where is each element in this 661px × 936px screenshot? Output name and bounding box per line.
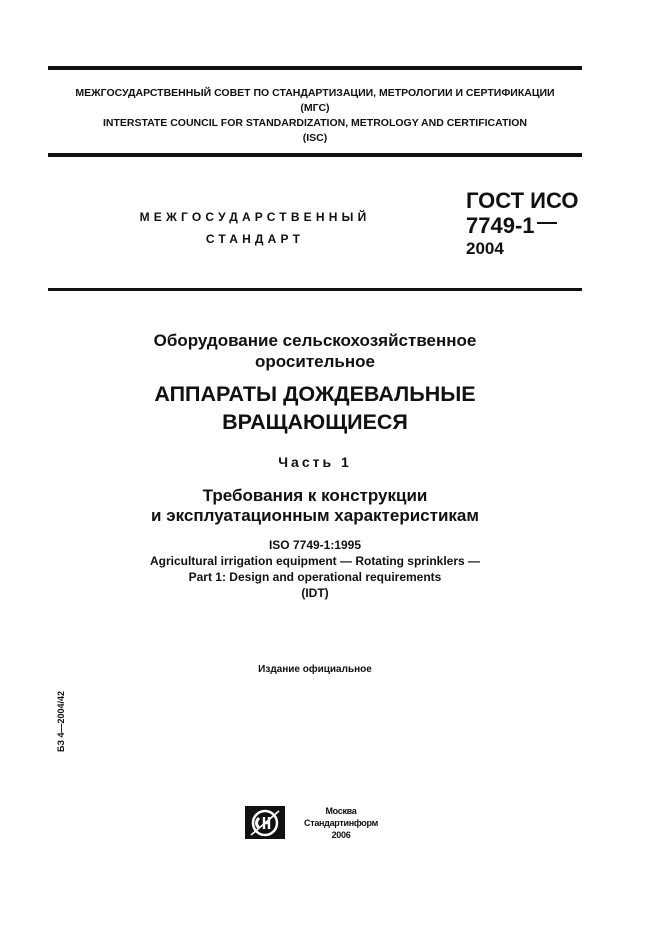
standard-type-line2: СТАНДАРТ: [205, 232, 305, 246]
publisher-year: 2006: [331, 830, 351, 840]
standard-designation: [466, 188, 578, 260]
side-code: БЗ 4—2004/42: [56, 690, 66, 752]
publisher-name: Стандартинформ: [304, 818, 378, 828]
main-title-line1: АППАРАТЫ ДОЖДЕВАЛЬНЫЕ: [154, 382, 476, 406]
part-number: Часть 1: [278, 454, 352, 470]
main-title-line2: ВРАЩАЮЩИЕСЯ: [222, 410, 408, 434]
middle-divider: [48, 153, 582, 157]
designation-year: 2004: [466, 239, 504, 258]
standard-type: [110, 206, 400, 250]
publisher-city: Москва: [325, 806, 357, 816]
council-name-ru: МЕЖГОСУДАРСТВЕННЫЙ СОВЕТ ПО СТАНДАРТИЗАЦИИ, МЕТРОЛОГИИ И СЕРТИФИКАЦИИ: [75, 87, 555, 99]
iso-title-line2: Part 1: Design and operational requirements: [188, 570, 442, 584]
subtitle-line2: оросительное: [255, 352, 375, 371]
council-name-en: INTERSTATE COUNCIL FOR STANDARDIZATION, METROLOGY AND CERTIFICATION: [102, 117, 528, 129]
iso-degree: (IDT): [301, 586, 329, 600]
council-abbr-ru: (МГС): [300, 102, 330, 114]
top-divider: [48, 66, 582, 70]
designation-line1: ГОСТ ИСО: [466, 188, 579, 213]
document-subtitle: [48, 330, 582, 372]
iso-reference: [48, 537, 582, 601]
publisher-text: [295, 805, 387, 841]
standartinform-logo-icon: [245, 806, 285, 839]
publisher-block: [245, 805, 395, 841]
part-title-line2: и эксплуатационным характеристикам: [151, 506, 479, 525]
part-title-line1: Требования к конструкции: [202, 486, 428, 505]
lower-divider: [48, 288, 582, 291]
council-header: [48, 86, 582, 146]
part-title: [48, 486, 582, 526]
designation-dash: [537, 222, 557, 224]
subtitle-line1: Оборудование сельскохозяйственное: [153, 331, 477, 350]
iso-title-line1: Agricultural irrigation equipment — Rotating sprinklers —: [149, 554, 481, 568]
edition-label: Издание официальное: [258, 664, 372, 675]
council-abbr-en: (ISC): [302, 132, 328, 144]
standard-type-line1: МЕЖГОСУДАРСТВЕННЫЙ: [139, 210, 371, 224]
iso-number: ISO 7749-1:1995: [268, 538, 362, 552]
designation-number: 7749-1: [466, 213, 535, 238]
document-title: [48, 380, 582, 436]
